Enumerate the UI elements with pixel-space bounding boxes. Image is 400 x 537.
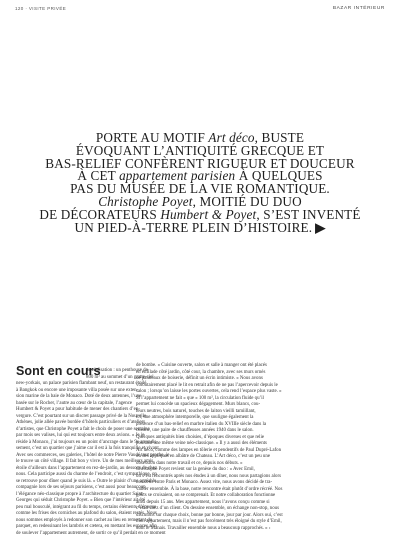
headline-line-2: ÉVOQUANT L’ANTIQUITÉ GRECQUE ET bbox=[15, 145, 385, 158]
section-title: BAZAR INTÉRIEUR bbox=[333, 6, 385, 11]
body-text-line: ici, une atmosphère intemporelle, que souligne également la bbox=[136, 415, 252, 422]
lead-in-title: Sont en cours bbox=[16, 364, 101, 378]
arrow-icon: ▶ bbox=[315, 220, 325, 235]
body-text-line: ainsi depuis 15 ans. Mes appartement, nous l’avons conçu comme si bbox=[136, 500, 252, 507]
body-text-line: mon appartement, mais il n’est pas forcément très éloigné du style d’Emil, bbox=[136, 519, 252, 526]
body-text-line: Christophe Poyet revient sur la genèse du duo : « Avec Emil, bbox=[136, 467, 252, 474]
body-text-line: Si l’appartement ne fait « que » 100 m², la circulation fluide qu’il bbox=[136, 396, 252, 403]
headline-line-6: Christophe Poyet, MOITIÉ DU DUO bbox=[15, 196, 385, 209]
body-text-line: pourtant une même veine néo-classique. « Il y a aussi des éléments bbox=[136, 441, 252, 448]
body-text-line: nous. Cela participe aussi du charme de l’endroit, c’est sympathique, on bbox=[16, 472, 126, 479]
body-text-line: se retrouve pour dîner quand je suis là. » Outre le plaisir d’une agréable bbox=[16, 479, 126, 486]
body-text-line: Humbert & Poyet a pour habitude de mener des chantiers d’en- bbox=[16, 407, 126, 414]
body-text-line: d’artistes, que Christophe Poyet a fait le choix de poser une semaine bbox=[16, 427, 126, 434]
body-text-line: de panneaux de boiserie, définit un écrin intimiste. « Nous avons bbox=[136, 376, 252, 383]
body-text-line: présence d’un bas-relief en marbre italien du XVIIIe siècle dans la bbox=[136, 422, 252, 429]
body-text-line: Avec ses commerces, ses galeries, l’hôtel de notre Pierre Vaudé tout proche, je bbox=[16, 453, 126, 460]
body-text-line: volontairement placé le lit en retrait afin de ne pas l’apercevoir depuis le bbox=[136, 383, 252, 390]
headline-line-7: DE DÉCORATEURS Humbert & Poyet, S’EST INVENTÉ bbox=[15, 209, 385, 222]
body-text-line: compagnie lors de ses séjours parisiens, c’est aussi pour beaucoup bbox=[16, 485, 126, 492]
headline-line-5: PAS DU MUSÉE DE LA VIE ROMANTIQUE. bbox=[15, 183, 385, 196]
body-column-2 bbox=[136, 363, 252, 532]
headline-line-8: UN PIED-À-TERRE PLEIN D’HISTOIRE. ▶ bbox=[15, 222, 385, 235]
body-text-line: réside à Monaco, j’ai toujours eu un point d’ancrage dans le 9e arrondis- bbox=[16, 440, 126, 447]
body-text-line: nos deux entre Paris et Monaco. Assez vite, nous avons décidé de tra- bbox=[136, 480, 252, 487]
body-text-line: c’était chez d’un client. On dessine ensemble, on échange non-stop, nous bbox=[136, 506, 252, 513]
page-folio: 120 · VISITE PRIVÉE bbox=[15, 6, 66, 11]
body-text-line: Athènes, jolie allée pavée bordée d’hôtels particuliers et d’ateliers bbox=[16, 420, 126, 427]
body-text-line: salon ; lorsqu’on laisse les portes ouvertes, cela rend l’espace plus vaste. » bbox=[136, 389, 252, 396]
body-text-line: nous sommes employés à redonner son cachet au lieu en remettant du bbox=[16, 518, 126, 525]
body-text-line: comme les frises des corniches au plafond du salon, étaient restés. Nous bbox=[16, 511, 126, 518]
body-text-line: vergure. C’est pourtant sur un discret passage privé de la Nouvelle bbox=[16, 414, 126, 421]
body-column-1 bbox=[16, 381, 126, 537]
lead-in-tail-line: 800 m² au sommet d’un gratte-ciel bbox=[86, 375, 126, 382]
headline-line-3: BAS-RELIEF CONFÈRENT RIGUEUR ET DOUCEUR bbox=[15, 158, 385, 171]
body-text-line: new-yorkais, un palace parisien flambant neuf, un restaurant étoilé bbox=[16, 381, 126, 388]
body-text-line: peu mal bousculé, intégrant au fil du temps, certains éléments d’époque bbox=[16, 505, 126, 512]
body-text-line: parquet, en redessinant les lambris et cætera, en mettant les espaces afin bbox=[16, 524, 126, 531]
lead-in-tail bbox=[86, 368, 126, 381]
body-text-line: l’élégance néo-classique propre à l’architecture du quartier Saint- bbox=[16, 492, 126, 499]
body-text-line: basée sur le Rocher, l’autre au cœur de la capitale, l’agence bbox=[16, 401, 126, 408]
body-text-line: le trouve un côté village. Il fait bon y vivre. Un de mes meilleurs amis bbox=[16, 459, 126, 466]
body-text-line: Georges qui séduit Christophe Poyet. « Bien que l’intérieur ait été bbox=[16, 498, 126, 505]
body-text-line: de soulever l’appartement autrement, de sortir ce qu’il perdait en ce moment bbox=[16, 531, 126, 537]
body-text-line: cuisine, une paire de chauffeuses années 1940 dans le salon. bbox=[136, 428, 252, 435]
body-text-line: vailler ensemble. À la base, notre rencontre était plutôt d’ordre récréé. Nos bbox=[136, 487, 252, 494]
body-text-line: leurs neutres, bois naturel, touches de laiton vieilli tamiillant, bbox=[136, 409, 252, 416]
body-text-line: en enfilade côté jardin, côté cour, la chambre, avec ses murs ornés bbox=[136, 370, 252, 377]
body-text-line: goûts se croisaient, on se comprenait. Et notre collaboration fonctionne bbox=[136, 493, 252, 500]
body-text-line: étoile d’ailleurs dans l’appartement en rez-de-jardin, au dessous de chez bbox=[16, 466, 126, 473]
body-text-line: dont le Manais. Travailler ensemble nous a beaucoup rapprochés. » › bbox=[136, 526, 252, 533]
body-text-line: obsession dans notre travail et ce, depuis nos débuts. » bbox=[136, 461, 252, 468]
body-text-line: sement, c’est un quartier que j’aime car il est à la fois tranquille et vivant. bbox=[16, 446, 126, 453]
lead-in-tail-line: de réalisation : un penthouse de bbox=[86, 368, 126, 375]
body-text-line: par mois ses valises, lui qui est toujours entre deux avions. « Je je bbox=[16, 433, 126, 440]
body-text-line: sion marine de la baie de Monaco. Doté de deux antennes, l’une bbox=[16, 394, 126, 401]
body-text-line: Quelques antiquités bien choisies, d’époques diverses et que relie bbox=[136, 435, 252, 442]
body-text-line: de bombe. » Cuisine ouverte, salon et salle à manger ont été placés bbox=[136, 363, 252, 370]
headline bbox=[15, 132, 385, 234]
body-text-line: permet lui concède un spacieux dégagement. Murs blancs, cou- bbox=[136, 402, 252, 409]
headline-line-4: À CET appartement parisien À QUELQUES bbox=[15, 170, 385, 183]
headline-line-1: PORTE AU MOTIF Art déco, BUSTE bbox=[15, 132, 385, 145]
body-text-line: à Bangkok ou encore une imposante villa posée sur une exten- bbox=[16, 388, 126, 395]
body-text-line: discutons sur chaque choix, bonne par bonne, jour par jour. Alors oui, c’est bbox=[136, 513, 252, 520]
body-text-line: on s’est rencontrés après nos études à un dîner, nous nous partagions alors bbox=[136, 474, 252, 481]
body-text-line: Art déco, comme des lampes en tôlerie et pendentifs de Paul Dupré-Lafon bbox=[136, 448, 252, 455]
body-text-line: ou des appliques en albâtre de Chateau. L’Art déco, c’est un peu une bbox=[136, 454, 252, 461]
